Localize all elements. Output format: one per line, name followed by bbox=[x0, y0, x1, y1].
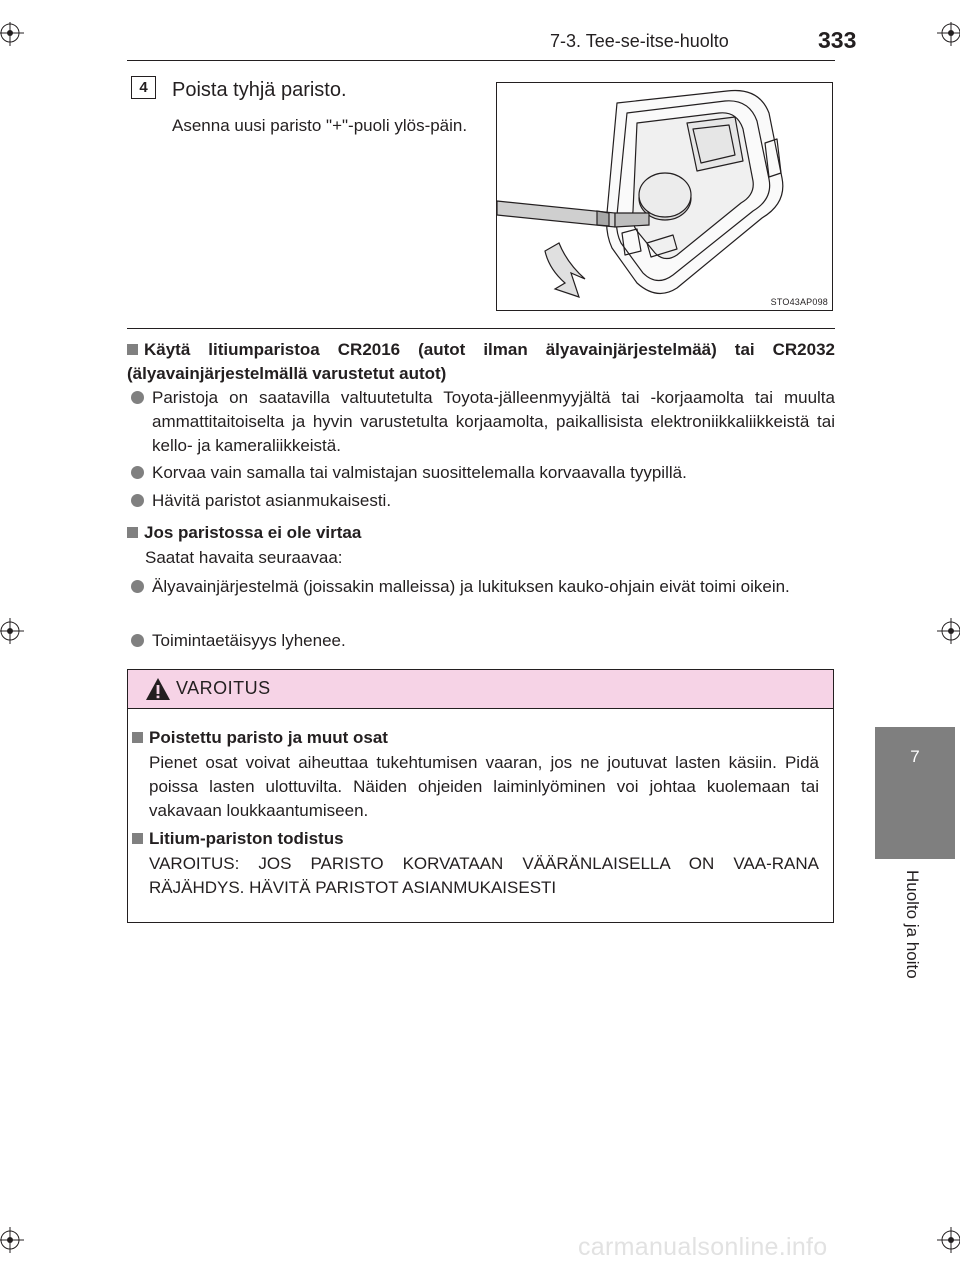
crop-mark-mid-right bbox=[920, 606, 960, 656]
crop-mark-bottom-right bbox=[920, 1215, 960, 1265]
crop-mark-top-right bbox=[920, 0, 960, 50]
battery-type-heading bbox=[127, 338, 835, 386]
warning-triangle-icon bbox=[145, 677, 171, 701]
warning-item-text: Pienet osat voivat aiheuttaa tukehtumisen vaaran, jos ne joutuvat lasten käsiin. Pidä poissa lasten ulottuvilta. Näiden ohjeiden laiminlyöminen voi johtaa kuolemaan tai vakavaan loukkaantumiseen. bbox=[149, 753, 819, 820]
header-rule bbox=[127, 60, 835, 61]
list-item bbox=[131, 489, 835, 513]
warning-item-heading bbox=[132, 726, 388, 750]
round-bullet-icon bbox=[131, 466, 144, 479]
warning-title: VAROITUS bbox=[176, 678, 271, 698]
warning-item-text: VAROITUS: JOS PARISTO KORVATAAN VÄÄRÄNLAISELLA ON VAA-RANA RÄJÄHDYS. HÄVITÄ PARISTOT ASIANMUKAISESTI bbox=[149, 854, 819, 897]
battery-removal-illustration bbox=[496, 82, 833, 311]
square-bullet-icon bbox=[127, 527, 138, 538]
round-bullet-icon bbox=[131, 634, 144, 647]
round-bullet-icon bbox=[131, 494, 144, 507]
no-power-heading-text: Jos paristossa ei ole virtaa bbox=[144, 523, 362, 542]
list-item bbox=[131, 575, 835, 599]
step-number-badge: 4 bbox=[131, 76, 156, 99]
warning-box bbox=[127, 669, 834, 923]
list-item-text: Hävitä paristot asianmukaisesti. bbox=[152, 491, 392, 510]
watermark: carmanualsonline.info bbox=[578, 1233, 828, 1261]
list-item bbox=[131, 629, 835, 653]
list-item-text: Korvaa vain samalla tai valmistajan suosittelemalla korvaavalla tyypillä. bbox=[152, 463, 687, 482]
warning-item-heading bbox=[132, 827, 344, 851]
chapter-label: Huolto ja hoito bbox=[903, 870, 922, 979]
list-item-text: Älyavainjärjestelmä (joissakin malleissa) ja lukituksen kauko-ohjain eivät toimi oikein. bbox=[152, 577, 790, 596]
chapter-tab bbox=[875, 727, 955, 859]
list-item bbox=[131, 461, 835, 485]
warning-item-heading-text: Litium-pariston todistus bbox=[149, 829, 344, 848]
round-bullet-icon bbox=[131, 391, 144, 404]
section-divider bbox=[127, 328, 835, 329]
warning-item-heading-text: Poistettu paristo ja muut osat bbox=[149, 728, 388, 747]
list-item bbox=[131, 386, 835, 458]
no-power-intro: Saatat havaita seuraavaa: bbox=[145, 548, 343, 567]
battery-type-heading-text: Käytä litiumparistoa CR2016 (autot ilman älyavainjärjestelmää) tai CR2032 (älyavainjärjestelmällä varustetut autot) bbox=[127, 340, 835, 383]
step-description: Asenna uusi paristo "+"-puoli ylös-päin. bbox=[172, 116, 468, 135]
list-item-text: Paristoja on saatavilla valtuutetulta Toyota-jälleenmyyjältä tai -korjaamolta tai muulta ammattitaitoiselta ja hyvin varustetulta korjaamolta, paikallisista elektroniikkaliikkeistä tai kello- ja kameraliikkeistä. bbox=[152, 388, 835, 455]
crop-mark-top-left bbox=[0, 0, 40, 50]
illustration-code: STO43AP098 bbox=[770, 297, 828, 307]
section-title: 7-3. Tee-se-itse-huolto bbox=[550, 31, 729, 51]
page-number: 333 bbox=[818, 27, 857, 53]
no-power-heading bbox=[127, 521, 361, 545]
step-title: Poista tyhjä paristo. bbox=[172, 79, 347, 101]
warning-header bbox=[128, 670, 833, 709]
round-bullet-icon bbox=[131, 580, 144, 593]
chapter-number: 7 bbox=[910, 747, 920, 766]
crop-mark-bottom-left bbox=[0, 1215, 40, 1265]
square-bullet-icon bbox=[127, 344, 138, 355]
square-bullet-icon bbox=[132, 732, 143, 743]
list-item-text: Toimintaetäisyys lyhenee. bbox=[152, 631, 346, 650]
key-fob-drawing bbox=[497, 83, 832, 310]
square-bullet-icon bbox=[132, 833, 143, 844]
crop-mark-mid-left bbox=[0, 606, 40, 656]
